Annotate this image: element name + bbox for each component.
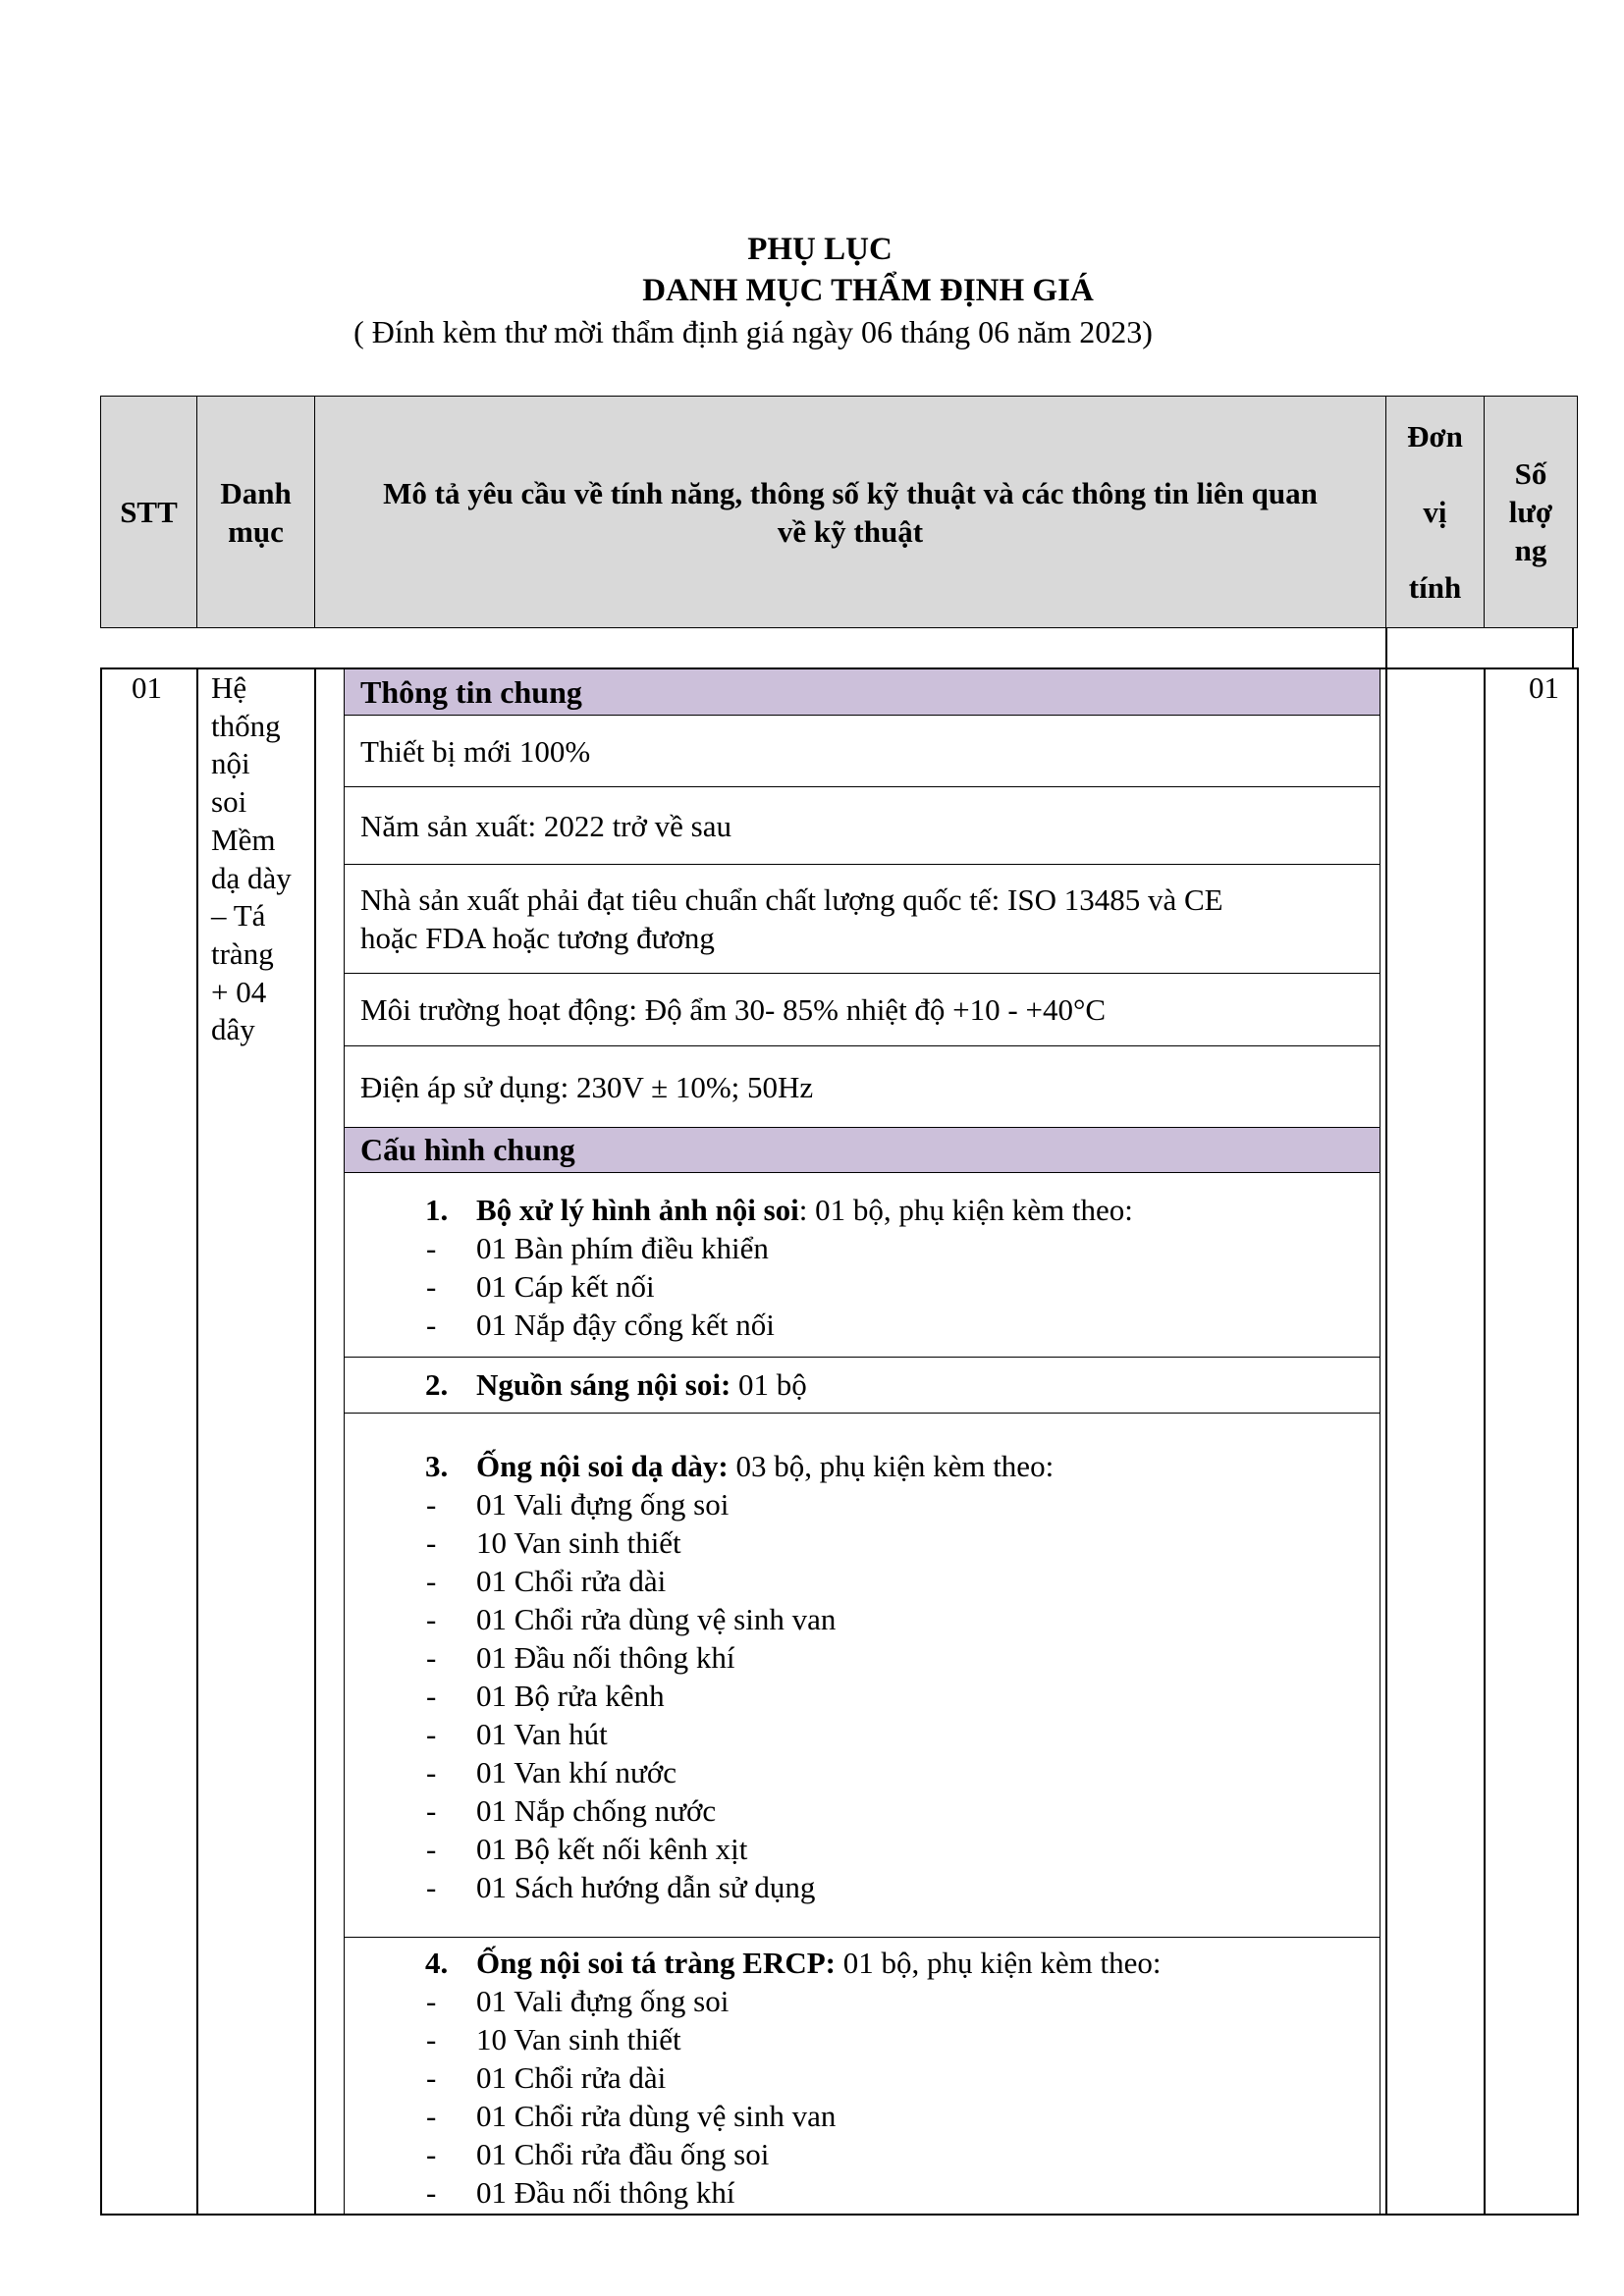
header-so-luong	[1484, 396, 1578, 628]
config-item	[344, 1172, 1380, 1358]
col-border	[314, 667, 316, 2216]
section-general-config	[344, 1127, 1380, 1173]
item-detail: 03 bộ, phụ kiện kèm theo:	[728, 1449, 1055, 1483]
accessory-item	[360, 1600, 1380, 1638]
accessory-item	[360, 1982, 1380, 2020]
header-danh-muc	[196, 396, 315, 628]
dash-bullet: -	[426, 1870, 437, 1904]
config-item	[344, 1357, 1380, 1414]
accessory-label: 01 Chổi rửa dùng vệ sinh van	[476, 2099, 837, 2133]
spec-cell	[344, 864, 1380, 974]
dash-bullet: -	[426, 1679, 437, 1713]
accessory-item	[360, 1485, 1380, 1523]
accessory-item	[360, 1562, 1380, 1600]
accessory-label: 01 Chổi rửa dài	[476, 1564, 667, 1598]
danh-muc-line: dạ dày	[211, 860, 292, 895]
danh-muc-line: dây	[211, 1012, 255, 1047]
config-item-heading	[360, 1447, 1380, 1485]
accessory-label: 01 Vali đựng ống soi	[476, 1487, 730, 1522]
spec-cell	[344, 973, 1380, 1046]
header-danh-muc-label: Danh mục	[220, 475, 292, 549]
item-number: 3.	[425, 1449, 449, 1483]
danh-muc-line: + 04	[211, 974, 267, 1009]
header-don-vi-tinh	[1385, 396, 1485, 628]
col-border	[1577, 667, 1579, 2216]
danh-muc-line: Mềm	[211, 822, 276, 857]
spec-cell	[344, 1045, 1380, 1128]
item-number: 2.	[425, 1367, 449, 1402]
header-stt-label: STT	[120, 495, 178, 529]
accessory-item	[360, 2058, 1380, 2097]
danh-muc-line: Hệ	[211, 670, 247, 705]
accessory-item	[360, 1791, 1380, 1830]
header-mo-ta	[314, 396, 1386, 628]
appendix-title: PHỤ LỤC	[747, 232, 893, 267]
accessory-item	[360, 1868, 1380, 1906]
danh-muc-line: nội	[211, 746, 250, 781]
config-item-heading	[360, 1944, 1380, 1982]
item-detail: : 01 bộ, phụ kiện kèm theo:	[798, 1193, 1133, 1227]
spec-production-year: Năm sản xuất: 2022 trở về sau	[360, 808, 731, 843]
col-border	[1385, 667, 1387, 2216]
item-detail: 01 bộ, phụ kiện kèm theo:	[836, 1946, 1162, 1980]
header-mo-ta-label: Mô tả yêu cầu về tính năng, thông số kỹ thuật và các thông tin liên quan về kỹ thuật	[383, 475, 1318, 549]
dash-bullet: -	[426, 1640, 437, 1675]
accessory-label: 01 Cáp kết nối	[476, 1269, 655, 1304]
config-item	[344, 1413, 1380, 1938]
dash-bullet: -	[426, 1487, 437, 1522]
spec-cell	[344, 715, 1380, 787]
accessory-label: 01 Bộ rửa kênh	[476, 1679, 665, 1713]
item-number: 1.	[425, 1193, 449, 1227]
accessory-label: 01 Đầu nối thông khí	[476, 1640, 735, 1675]
config-item	[344, 1937, 1380, 2216]
item-name: Ống nội soi tá tràng ERCP:	[476, 1946, 836, 1980]
document-title: DANH MỤC THẨM ĐỊNH GIÁ	[642, 273, 1094, 308]
accessory-label: 10 Van sinh thiết	[476, 1525, 681, 1560]
dash-bullet: -	[426, 1984, 437, 2018]
accessory-item	[360, 1267, 1380, 1306]
gap-row-border	[1385, 627, 1387, 668]
danh-muc-line: soi	[211, 784, 247, 820]
dash-bullet: -	[426, 1564, 437, 1598]
accessory-label: 01 Van hút	[476, 1717, 608, 1751]
accessory-item	[360, 2097, 1380, 2135]
accessory-label: 01 Nắp đậy cổng kết nối	[476, 1308, 775, 1342]
config-item-heading	[360, 1365, 1380, 1404]
item-detail: 01 bộ	[731, 1367, 807, 1402]
row-danh-muc	[211, 669, 292, 1049]
config-item-heading	[360, 1191, 1380, 1229]
accessory-item	[360, 2020, 1380, 2058]
danh-muc-line: tràng	[211, 935, 274, 971]
accessory-item	[360, 1677, 1380, 1715]
accessory-label: 01 Sách hướng dẫn sử dụng	[476, 1870, 816, 1904]
accessory-item	[360, 1306, 1380, 1344]
accessory-label: 01 Bàn phím điều khiển	[476, 1231, 769, 1265]
dash-bullet: -	[426, 1717, 437, 1751]
dash-bullet: -	[426, 1231, 437, 1265]
dash-bullet: -	[426, 1755, 437, 1789]
dash-bullet: -	[426, 1793, 437, 1828]
accessory-label: 01 Chổi rửa dùng vệ sinh van	[476, 1602, 837, 1636]
col-border	[1484, 667, 1486, 2216]
dash-bullet: -	[426, 2022, 437, 2056]
header-so-luong-label: Số lượ ng	[1508, 456, 1553, 567]
accessory-item	[360, 1523, 1380, 1562]
section-general-info	[344, 668, 1380, 716]
col-border	[196, 667, 198, 2216]
col-border	[100, 667, 102, 2216]
spec-new-device: Thiết bị mới 100%	[360, 733, 591, 769]
accessory-item	[360, 1830, 1380, 1868]
dash-bullet: -	[426, 2060, 437, 2095]
accessory-label: 01 Đầu nối thông khí	[476, 2175, 735, 2210]
accessory-item	[360, 1638, 1380, 1677]
row-so-luong: 01	[1529, 670, 1559, 705]
accessory-label: 01 Vali đựng ống soi	[476, 1984, 730, 2018]
item-number: 4.	[425, 1946, 449, 1980]
section-general-info-label: Thông tin chung	[360, 673, 582, 710]
spec-cell	[344, 786, 1380, 865]
dash-bullet: -	[426, 1308, 437, 1342]
accessory-item	[360, 1753, 1380, 1791]
section-general-config-label: Cấu hình chung	[360, 1132, 575, 1167]
gap-row-border	[1572, 627, 1574, 668]
row-stt: 01	[132, 670, 162, 705]
dash-bullet: -	[426, 2099, 437, 2133]
accessory-item	[360, 2173, 1380, 2212]
accessory-item	[360, 2135, 1380, 2173]
item-name: Nguồn sáng nội soi:	[476, 1367, 731, 1402]
item-name: Ống nội soi dạ dày:	[476, 1449, 729, 1483]
dash-bullet: -	[426, 1525, 437, 1560]
dash-bullet: -	[426, 2137, 437, 2171]
spec-operating-environment: Môi trường hoạt động: Độ ẩm 30- 85% nhiệt độ +10 - +40°C	[360, 992, 1107, 1027]
accessory-label: 10 Van sinh thiết	[476, 2022, 681, 2056]
accessory-item	[360, 1715, 1380, 1753]
accessory-item	[360, 1229, 1380, 1267]
danh-muc-line: thống	[211, 708, 281, 743]
dash-bullet: -	[426, 1602, 437, 1636]
spec-manufacturer-standard: Nhà sản xuất phải đạt tiêu chuẩn chất lượng quốc tế: ISO 13485 và CE hoặc FDA hoặc tương đương	[360, 882, 1223, 955]
accessory-label: 01 Chổi rửa đầu ống soi	[476, 2137, 770, 2171]
accessory-label: 01 Chổi rửa dài	[476, 2060, 667, 2095]
header-stt	[100, 396, 197, 628]
danh-muc-line: – Tá	[211, 898, 266, 934]
spec-voltage: Điện áp sử dụng: 230V ± 10%; 50Hz	[360, 1069, 814, 1104]
document-subtitle: ( Đính kèm thư mời thẩm định giá ngày 06 tháng 06 năm 2023)	[353, 314, 1153, 349]
accessory-label: 01 Bộ kết nối kênh xịt	[476, 1832, 748, 1866]
dash-bullet: -	[426, 2175, 437, 2210]
accessory-label: 01 Nắp chống nước	[476, 1793, 717, 1828]
item-name: Bộ xử lý hình ảnh nội soi	[476, 1193, 799, 1227]
dash-bullet: -	[426, 1269, 437, 1304]
header-don-vi-tinh-label: Đơn vị tính	[1407, 419, 1463, 605]
dash-bullet: -	[426, 1832, 437, 1866]
accessory-label: 01 Van khí nước	[476, 1755, 677, 1789]
